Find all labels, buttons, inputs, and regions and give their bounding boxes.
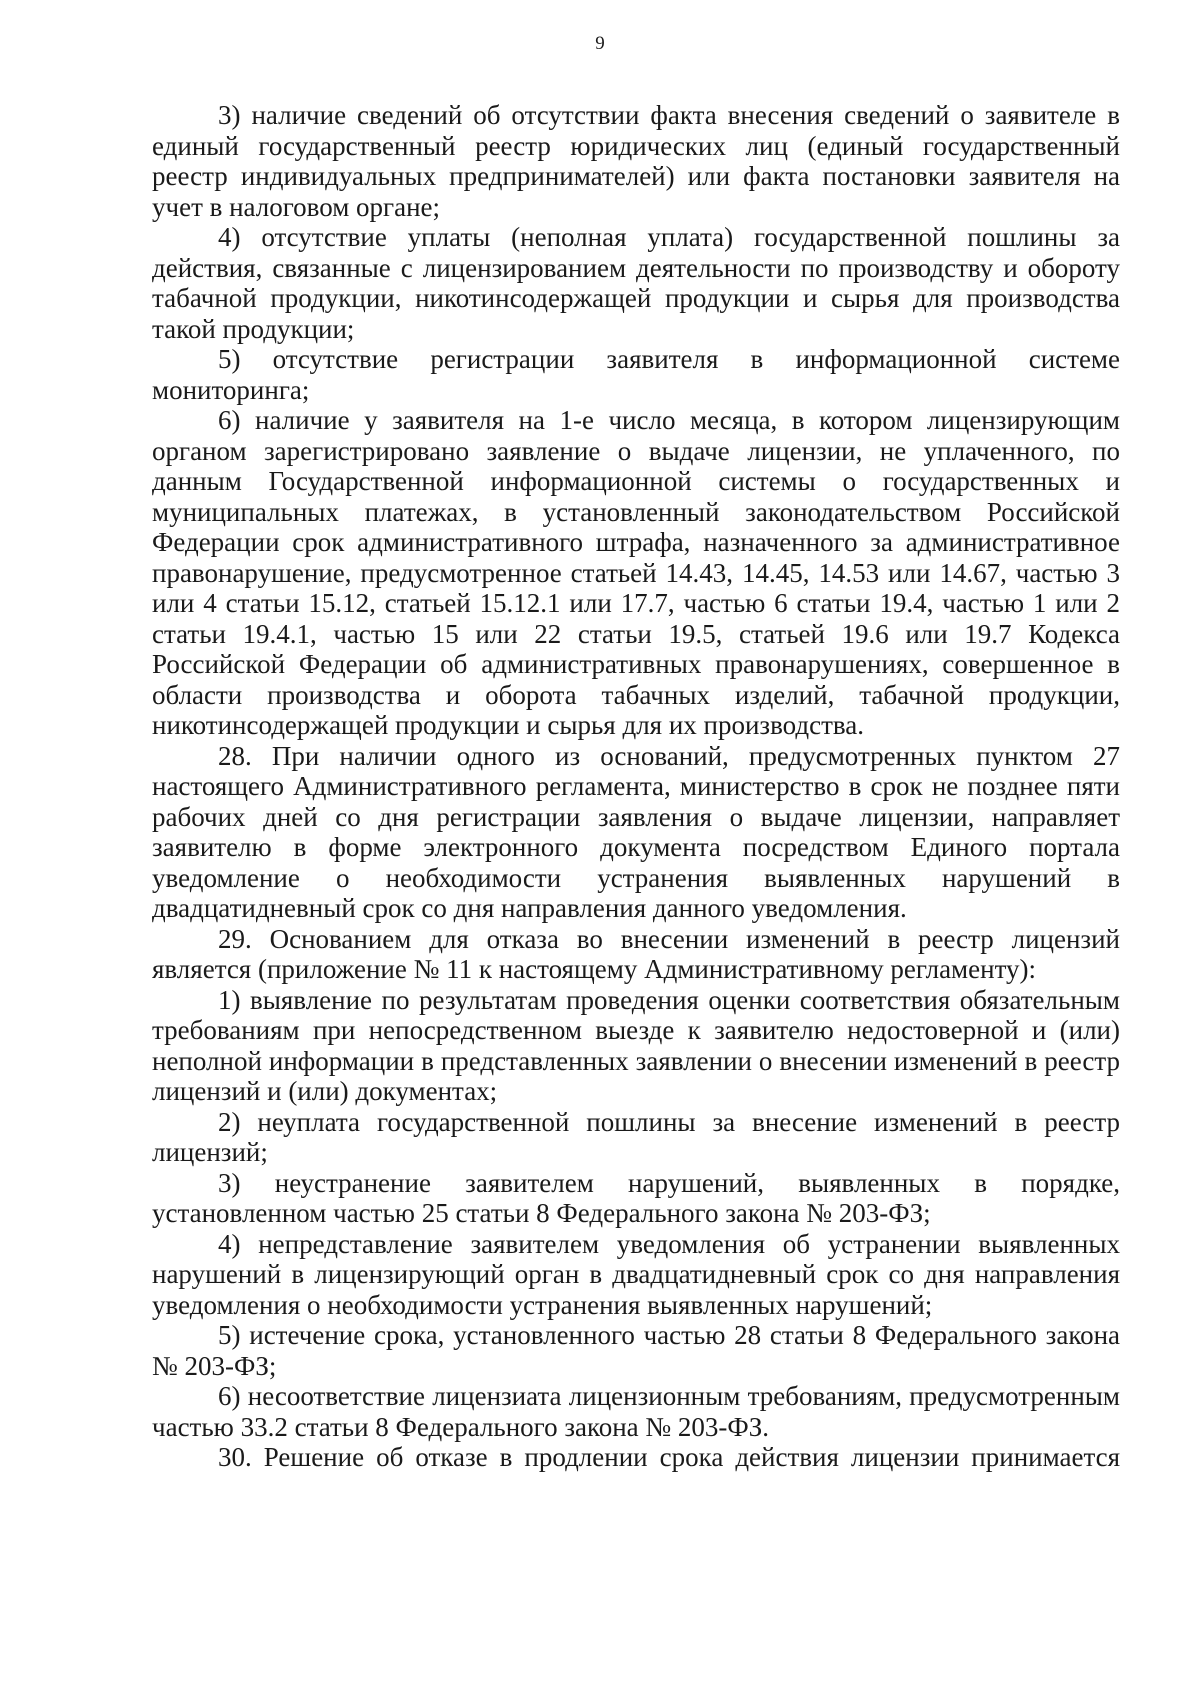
paragraph-item-6-unpaid-fine: 6) наличие у заявителя на 1-е число месяца, в котором лицензирующим органом зарегистрировано заявление о выдаче лицензии, не уплаченного, по данным Государственной информационной системы о государственных и муниципальных платежах, в установленный законодательством Российской Федерации срок административного штрафа, назначенного за административное правонарушение, предусмотренное статьей 14.43, 14.45, 14.53 или 14.67, частью 3 или 4 статьи 15.12, статьей 15.12.1 или 17.7, частью 6 статьи 19.4, частью 1 или 2 статьи 19.4.1, частью 15 или 22 статьи 19.5, статьей 19.6 или 19.7 Кодекса Российской Федерации об административных правонарушениях, совершенное в области производства и оборота табачных изделий, табачной продукции, никотинсодержащей продукции и сырья для их производства. (152, 405, 1120, 740)
paragraph-refusal-item-5: 5) истечение срока, установленного частью 28 статьи 8 Федерального закона № 203-ФЗ; (152, 1320, 1120, 1381)
paragraph-refusal-item-2: 2) неуплата государственной пошлины за внесение изменений в реестр лицензий; (152, 1106, 1120, 1167)
paragraph-section-29: 29. Основанием для отказа во внесении изменений в реестр лицензий является (приложение № 11 к настоящему Административному регламенту): (152, 923, 1120, 984)
paragraph-refusal-item-3: 3) неустранение заявителем нарушений, выявленных в порядке, установленном частью 25 статьи 8 Федерального закона № 203-ФЗ; (152, 1167, 1120, 1228)
paragraph-section-28: 28. При наличии одного из оснований, предусмотренных пунктом 27 настоящего Административного регламента, министерство в срок не позднее пяти рабочих дней со дня регистрации заявления о выдаче лицензии, направляет заявителю в форме электронного документа посредством Единого портала уведомление о необходимости устранения выявленных нарушений в двадцатидневный срок со дня направления данного уведомления. (152, 740, 1120, 923)
paragraph-refusal-item-1: 1) выявление по результатам проведения оценки соответствия обязательным требованиям при непосредственном выезде к заявителю недостоверной и (или) неполной информации в представленных заявлении о внесении изменений в реестр лицензий и (или) документах; (152, 984, 1120, 1106)
paragraph-refusal-item-6: 6) несоответствие лицензиата лицензионным требованиям, предусмотренным частью 33.2 статьи 8 Федерального закона № 203-ФЗ. (152, 1381, 1120, 1442)
paragraph-item-5-monitoring-system: 5) отсутствие регистрации заявителя в информационной системе мониторинга; (152, 344, 1120, 405)
paragraph-item-3-tax-registration: 3) наличие сведений об отсутствии факта внесения сведений о заявителе в единый государственный реестр юридических лиц (единый государственный реестр индивидуальных предпринимателей) или факта постановки заявителя на учет в налоговом органе; (152, 100, 1120, 222)
paragraph-refusal-item-4: 4) непредставление заявителем уведомления об устранении выявленных нарушений в лицензирующий орган в двадцатидневный срок со дня направления уведомления о необходимости устранения выявленных нарушений; (152, 1228, 1120, 1320)
paragraph-item-4-state-fee: 4) отсутствие уплаты (неполная уплата) государственной пошлины за действия, связанные с лицензированием деятельности по производству и обороту табачной продукции, никотинсодержащей продукции и сырья для производства такой продукции; (152, 222, 1120, 344)
page-number: 9 (595, 33, 605, 54)
paragraph-section-30: 30. Решение об отказе в продлении срока действия лицензии принимается (218, 1442, 1120, 1472)
document-body (152, 100, 1120, 1473)
